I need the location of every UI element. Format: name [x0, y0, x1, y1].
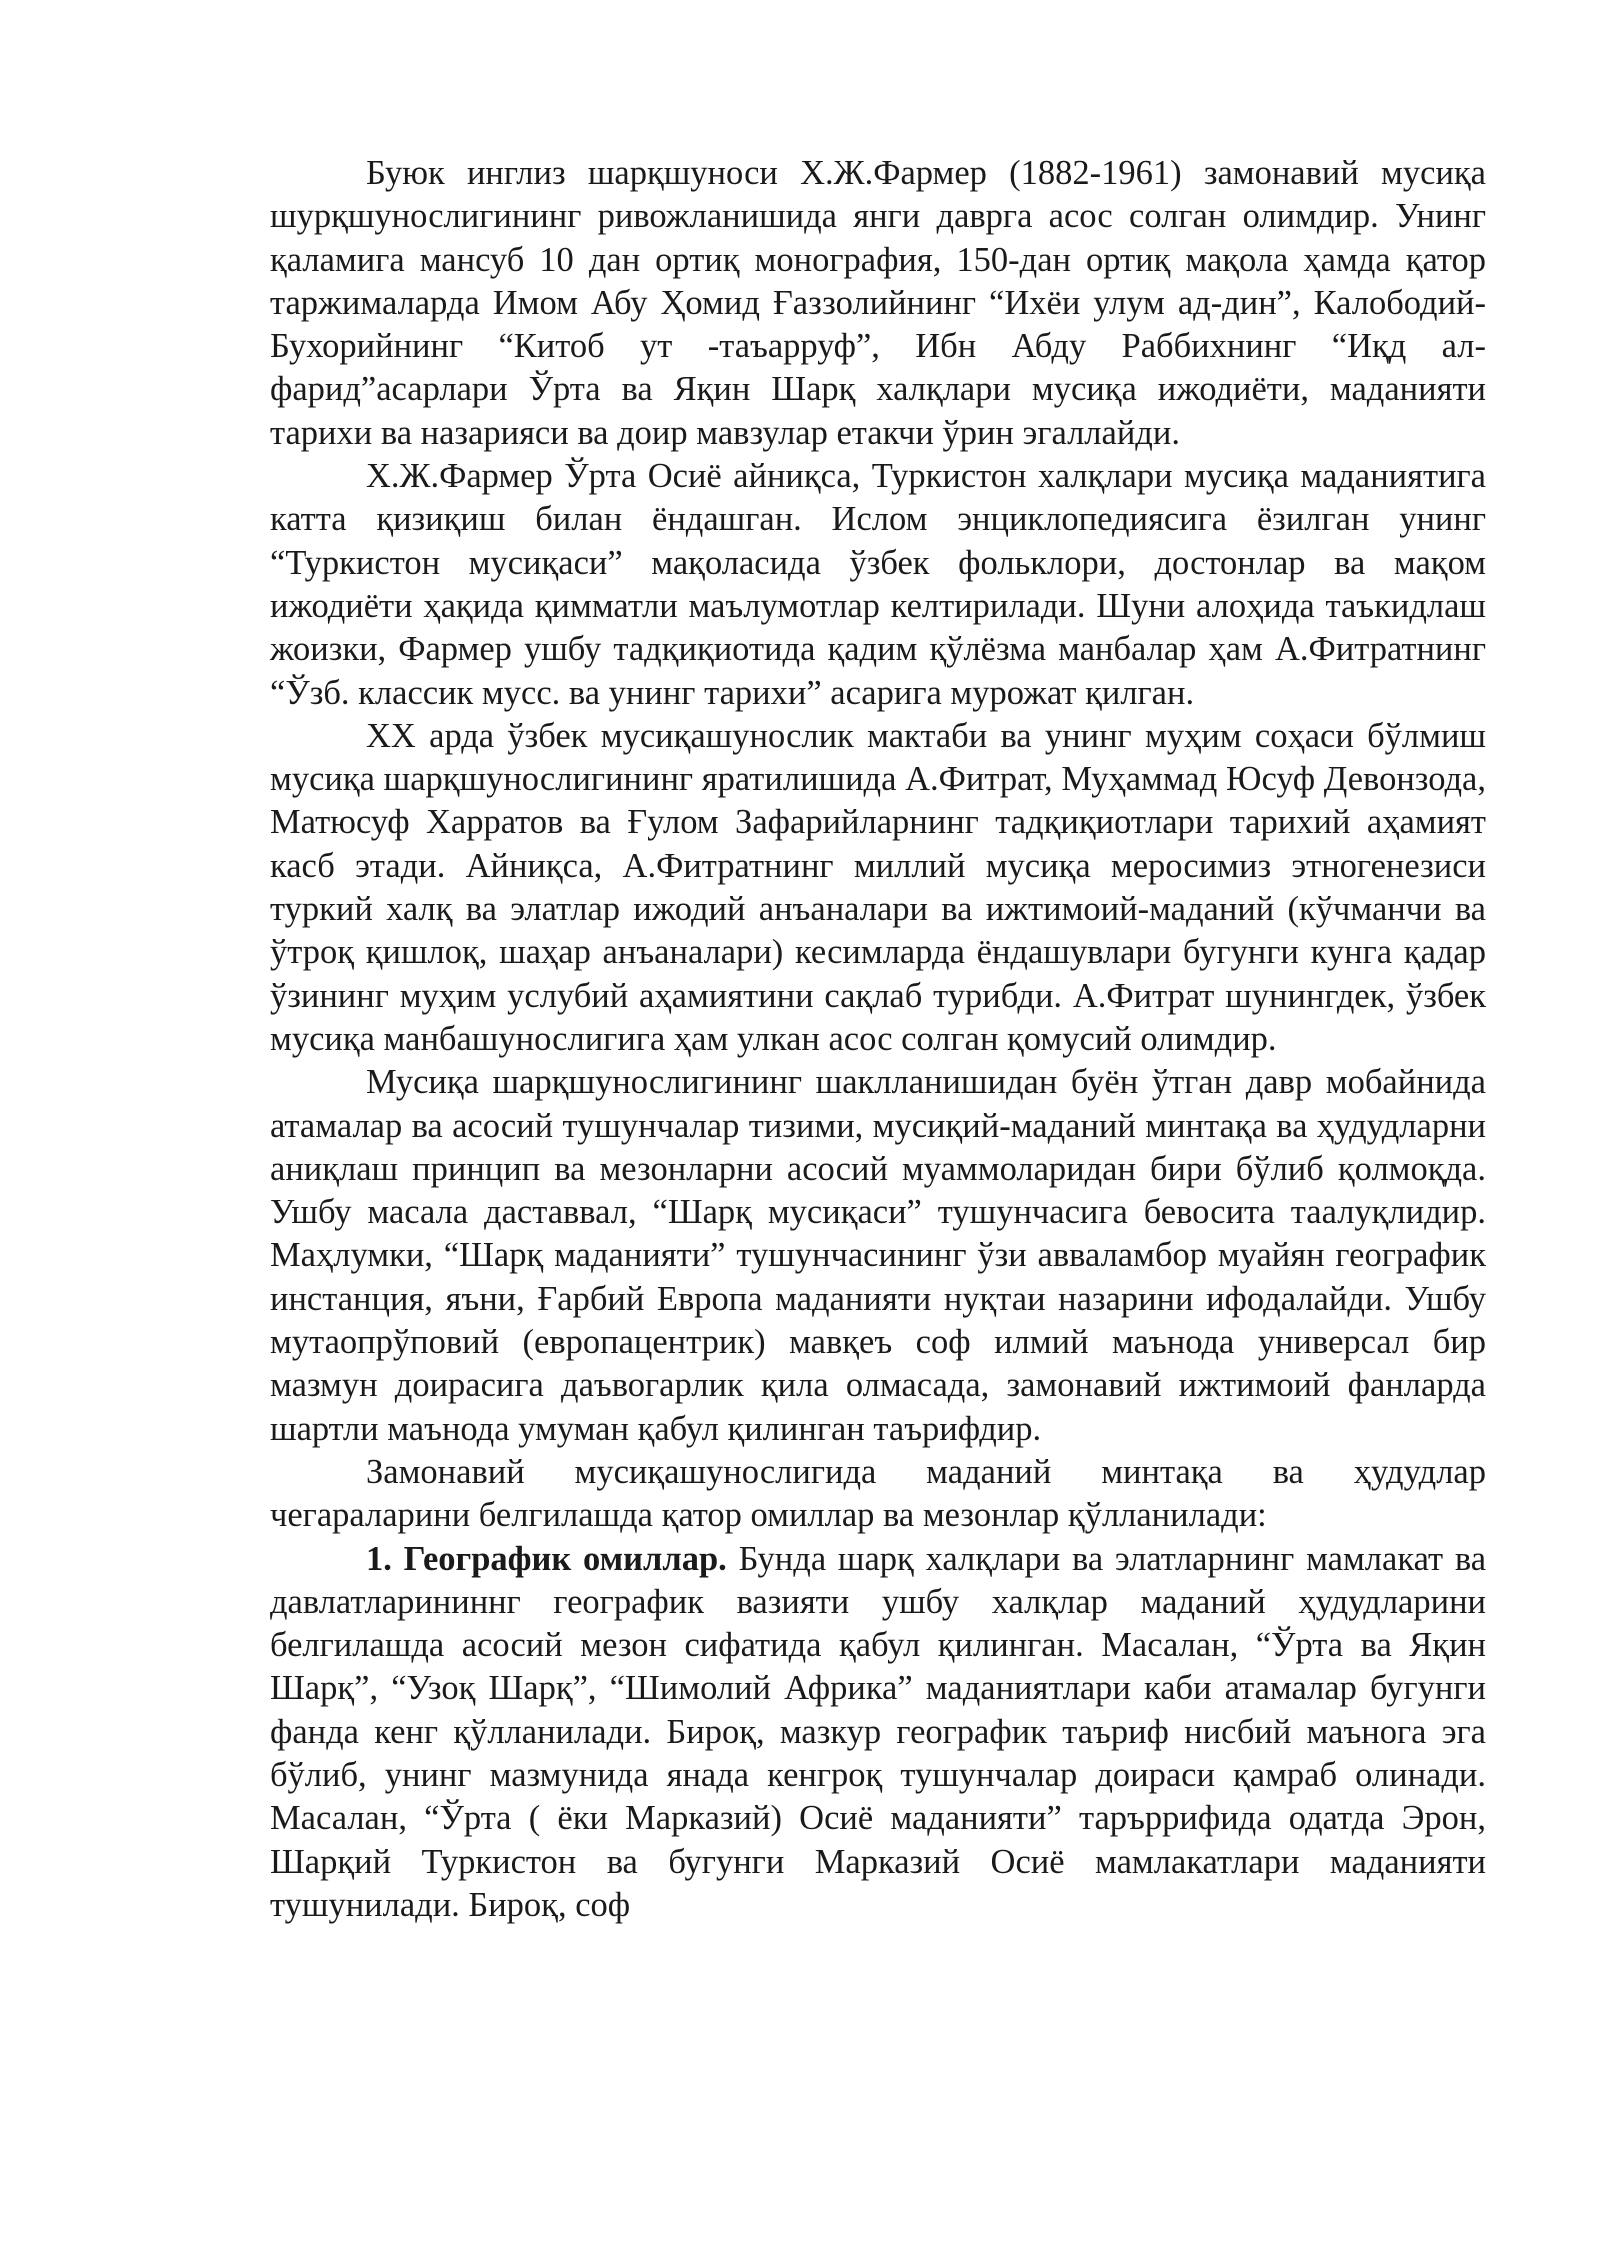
document-body — [270, 152, 1486, 1927]
paragraph-farmer-central-asia — [270, 455, 1486, 715]
paragraph-lead-heading: 1. Географик омиллар. — [366, 1539, 727, 1578]
paragraph-farmer-intro — [270, 152, 1486, 455]
paragraph-regional-criteria — [270, 1451, 1486, 1538]
paragraph-text: XX арда ўзбек мусиқашунослик мактаби ва унинг муҳим соҳаси бўлмиш мусиқа шарқшунослигининг яратилишида А.Фитрат, Муҳаммад Юсуф Девонзода, Матюсуф Харратов ва Ғулом Зафарийларнинг тадқиқиотлари тарихий аҳамият касб этади. Айниқса, А.Фитратнинг миллий мусиқа меросимиз этногенезиси туркий халқ ва элатлар ижодий анъаналари ва ижтимоий-маданий (кўчманчи ва ўтроқ қишлоқ, шаҳар анъаналари) кесимларда ёндашувлари бугунги кунга қадар ўзининг муҳим услубий аҳамиятини сақлаб турибди. А.Фитрат шунингдек, ўзбек мусиқа манбашунослигига ҳам улкан асос солган қомусий олимдир. — [270, 716, 1486, 1058]
paragraph-text: Замонавий мусиқашунослигида маданий минтақа ва ҳудудлар чегараларини белгилашда қатор омиллар ва мезонлар қўлланилади: — [270, 1452, 1486, 1535]
paragraph-text: Буюк инглиз шарқшуноси Х.Ж.Фармер (1882-1961) замонавий мусиқа шурқшунослигининг ривожланишида янги даврга асос солган олимдир. Унинг қаламига мансуб 10 дан ортиқ монография, 150-дан ортиқ мақола ҳамда қатор таржималарда Имом Абу Ҳомид Ғаззолийнинг “Ихёи улум ад-дин”, Калободий-Бухорийнинг “Китоб ут -таъарруф”, Ибн Абду Раббихнинг “Иқд ал-фарид”асарлари Ўрта ва Яқин Шарқ халқлари мусиқа ижодиёти, маданияти тарихи ва назарияси ва доир мавзулар етакчи ўрин эгаллайди. — [270, 154, 1486, 452]
paragraph-text: Бунда шарқ халқлари ва элатларнинг мамлакат ва давлатларининнг географик вазияти ушбу халқлар маданий ҳудудларини белгилашда асосий мезон сифатида қабул қилинган. Масалан, “Ўрта ва Яқин Шарқ”, “Узоқ Шарқ”, “Шимолий Африка” маданиятлари каби атамалар бугунги фанда кенг қўлланилади. Бироқ, мазкур географик таъриф нисбий маънога эга бўлиб, унинг мазмунида янада кенгроқ тушунчалар доираси қамраб олинади. Масалан, “Ўрта ( ёки Марказий) Осиё маданияти” таръррифида одатда Эрон, Шарқий Туркистон ва бугунги Марказий Осиё мамлакатлари маданияти тушунилади. Бироқ, соф — [270, 1539, 1487, 1924]
paragraph-uzbek-school — [270, 715, 1486, 1061]
paragraph-terminology — [270, 1061, 1486, 1451]
paragraph-text: Мусиқа шарқшунослигининг шаклланишидан буён ўтган давр мобайнида атамалар ва асосий тушунчалар тизими, мусиқий-маданий минтақа ва ҳудудларни аниқлаш принцип ва мезонларни асосий муаммоларидан бири бўлиб қолмоқда. Ушбу масала даставвал, “Шарқ мусиқаси” тушунчасига бевосита таалуқлидир. Маҳлумки, “Шарқ маданияти” тушунчасининг ўзи авваламбор муайян географик инстанция, яъни, Ғарбий Европа маданияти нуқтаи назарини ифодалайди. Ушбу мутаопрўповий (европацентрик) мавқеъ соф илмий маънода универсал бир мазмун доирасига даъвогарлик қила олмасада, замонавий ижтимоий фанларда шартли маънода умуман қабул қилинган таърифдир. — [270, 1063, 1486, 1448]
paragraph-text: Х.Ж.Фармер Ўрта Осиё айниқса, Туркистон халқлари мусиқа маданиятига катта қизиқиш билан ёндашган. Ислом энциклопедиясига ёзилган унинг “Туркистон мусиқаси” мақоласида ўзбек фольклори, достонлар ва мақом ижодиёти ҳақида қимматли маълумотлар келтирилади. Шуни алоҳида таъкидлаш жоизки, Фармер ушбу тадқиқиотида қадим қўлёзма манбалар ҳам А.Фитратнинг “Ўзб. классик мусс. ва унинг тарихи” асарига мурожат қилган. — [270, 457, 1486, 712]
paragraph-geographic-factors — [270, 1538, 1486, 1928]
